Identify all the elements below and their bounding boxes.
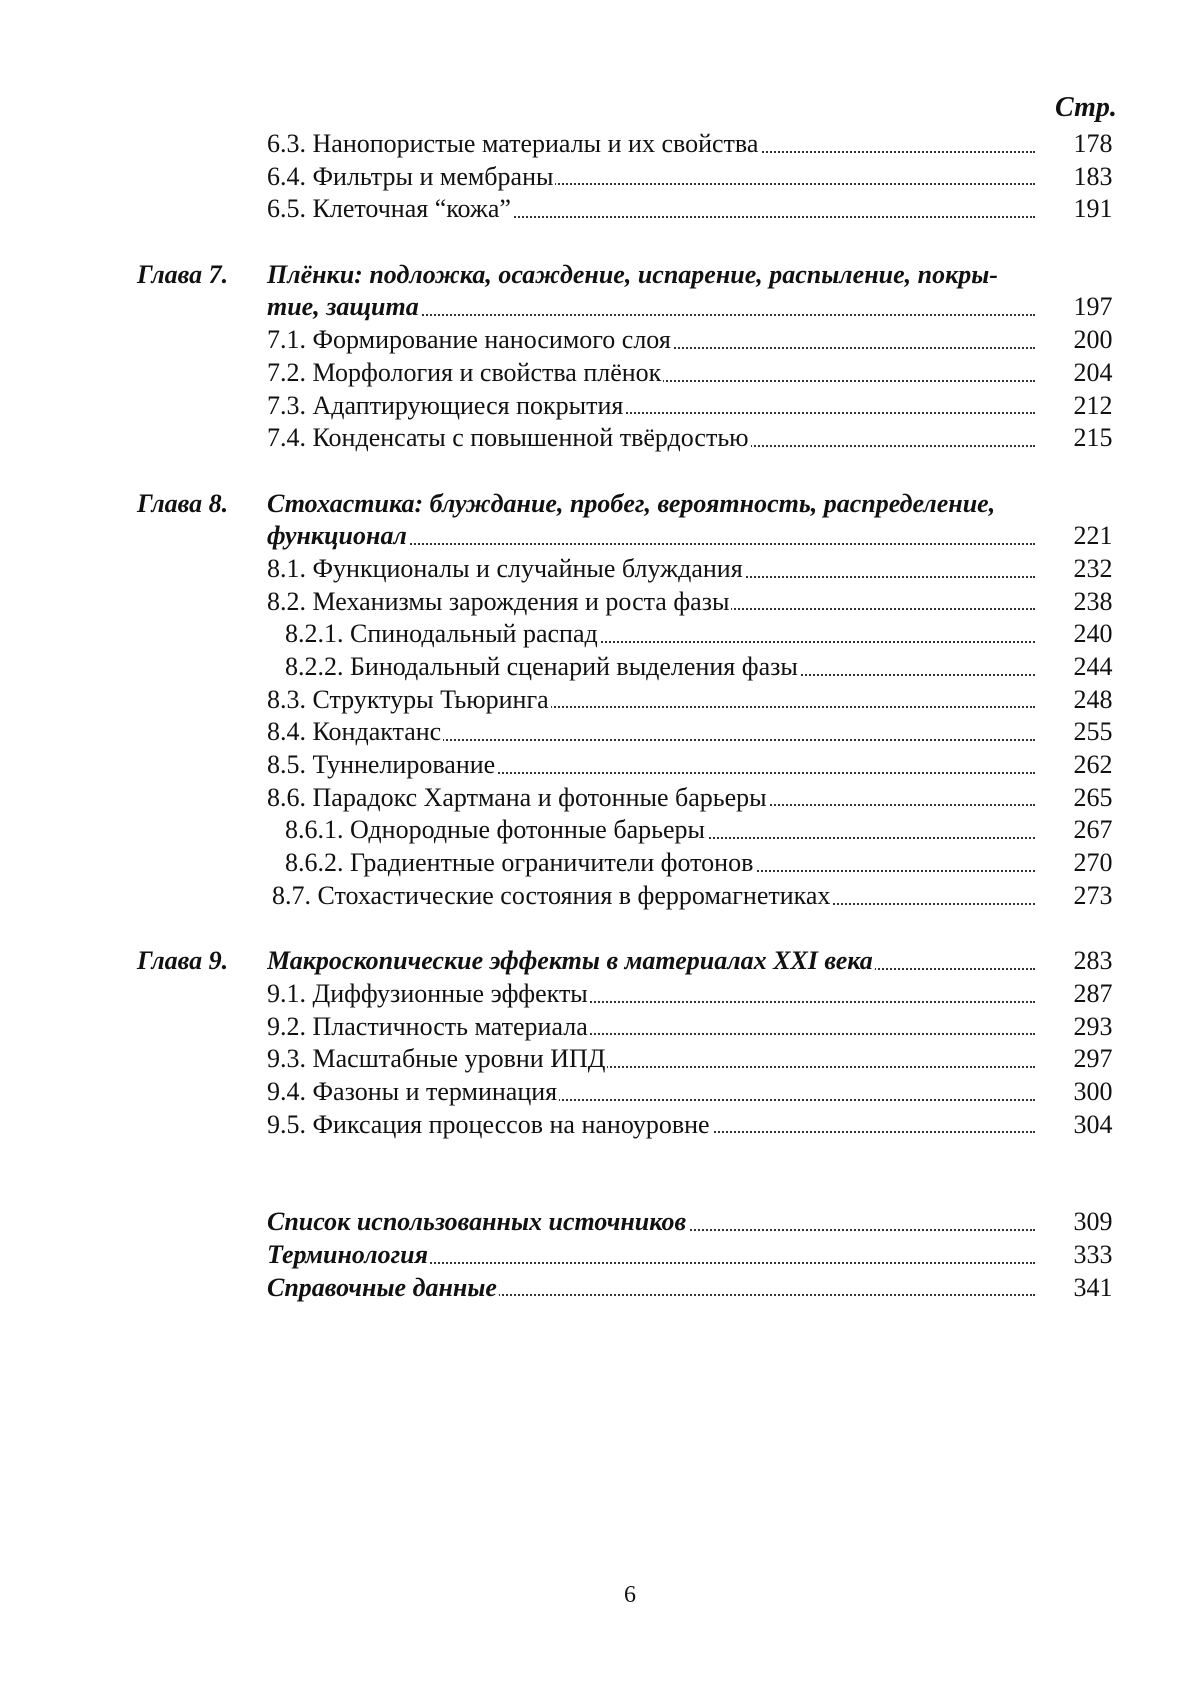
toc-page-number: 309 xyxy=(1073,1207,1113,1237)
toc-entry-text xyxy=(267,1109,1035,1142)
toc-entry-title: 8.6. Парадокс Хартмана и фотонные барьеры xyxy=(267,782,767,812)
toc-entry[interactable] xyxy=(0,586,1200,619)
toc-entry-text xyxy=(267,1272,1035,1305)
toc-entry-text xyxy=(267,324,1035,357)
toc-entry[interactable] xyxy=(0,553,1200,586)
toc-entry-title: 7.1. Формирование наносимого слоя xyxy=(267,325,671,355)
toc-entry-title: 9.5. Фиксация процессов на наноуровне xyxy=(267,1109,710,1139)
toc-entry-title: 8.1. Функционалы и случайные блуждания xyxy=(267,553,743,583)
toc-entry-text xyxy=(267,291,1035,324)
toc-entry-title: 7.2. Морфология и свойства плёнок xyxy=(267,357,662,387)
toc-spacer xyxy=(0,455,1200,488)
toc-entry[interactable] xyxy=(0,161,1200,194)
toc-entry-text xyxy=(267,553,1035,586)
toc-entry[interactable] xyxy=(0,716,1200,749)
toc-entry-title: 9.1. Диффузионные эффекты xyxy=(267,978,588,1008)
toc-entry[interactable] xyxy=(0,520,1200,553)
toc-entry[interactable] xyxy=(0,128,1200,161)
toc-entry-title: 6.5. Клеточная “кожа” xyxy=(267,194,511,224)
chapter-label: Глава 7. xyxy=(137,259,229,289)
toc-page-number: 333 xyxy=(1073,1240,1113,1269)
toc-entry-text xyxy=(267,1076,1035,1109)
toc-entry-text xyxy=(267,1043,1035,1076)
toc-entry-text xyxy=(267,978,1035,1011)
toc-entry-text xyxy=(267,390,1035,423)
toc-entry-title: тие, защита xyxy=(267,292,419,322)
toc-page-number: 212 xyxy=(1073,390,1113,420)
toc-entry-text xyxy=(267,422,1035,455)
chapter-label: Глава 8. xyxy=(137,488,229,518)
chapter-label: Глава 9. xyxy=(137,946,229,976)
toc-page-number: 255 xyxy=(1073,717,1113,747)
toc-entry[interactable] xyxy=(0,1043,1200,1076)
toc-entry-text xyxy=(267,716,1035,749)
toc-entry-title: 8.2.2. Бинодальный сценарий выделения фазы xyxy=(285,652,798,681)
toc-entry[interactable] xyxy=(0,847,1200,880)
toc-entry-text xyxy=(267,782,1035,815)
toc-entry[interactable] xyxy=(0,749,1200,782)
toc-entry[interactable] xyxy=(0,324,1200,357)
toc-entry-text xyxy=(267,193,1035,226)
toc-entry-text xyxy=(267,161,1035,194)
toc-page-number: 273 xyxy=(1073,880,1113,910)
toc-entry-text xyxy=(267,945,1035,978)
toc-entry-title: 8.3. Структуры Тьюринга xyxy=(267,684,549,714)
toc-entry[interactable] xyxy=(0,357,1200,390)
toc-entry-title: 6.4. Фильтры и мембраны xyxy=(267,161,554,191)
toc-entry-text xyxy=(285,651,1035,684)
toc-page-number: 197 xyxy=(1073,292,1113,322)
toc-entry[interactable] xyxy=(0,259,1200,292)
toc-entry[interactable] xyxy=(0,390,1200,423)
toc-entry[interactable] xyxy=(0,684,1200,717)
toc-page-number: 178 xyxy=(1073,129,1113,158)
toc-page-number: 262 xyxy=(1073,750,1113,780)
toc-entry-text xyxy=(267,684,1035,717)
toc-page-number: 270 xyxy=(1073,848,1113,878)
toc-page-number: 232 xyxy=(1073,553,1113,583)
toc-page-number: 300 xyxy=(1073,1076,1113,1106)
toc-entry-title: 9.4. Фазоны и терминация xyxy=(267,1076,558,1106)
toc-entry-title: 8.6.1. Однородные фотонные барьеры xyxy=(285,815,705,845)
toc-entry[interactable] xyxy=(0,1011,1200,1044)
toc-page-number: 240 xyxy=(1073,619,1113,649)
toc-entry-text xyxy=(267,1206,1035,1239)
toc-entry-title: 8.2. Механизмы зарождения и роста фазы xyxy=(267,586,730,616)
toc-spacer xyxy=(0,1141,1200,1206)
toc-entry[interactable] xyxy=(0,1239,1200,1272)
table-of-contents xyxy=(0,128,1200,1304)
toc-entry[interactable] xyxy=(0,1206,1200,1239)
toc-page-number: 265 xyxy=(1073,782,1113,812)
toc-entry-text xyxy=(267,1011,1035,1044)
toc-page-number: 248 xyxy=(1073,684,1113,714)
toc-entry-text xyxy=(267,128,1035,161)
toc-entry[interactable] xyxy=(0,814,1200,847)
toc-entry[interactable] xyxy=(0,618,1200,651)
toc-entry-title: Справочные данные xyxy=(267,1272,497,1302)
toc-page-number: 293 xyxy=(1073,1011,1113,1041)
toc-entry-title: 8.4. Кондактанс xyxy=(267,717,442,747)
toc-entry-text xyxy=(267,259,1035,292)
toc-entry-title: Список использованных источников xyxy=(267,1207,687,1237)
toc-entry-text xyxy=(267,357,1035,390)
toc-page-number: 204 xyxy=(1073,357,1113,387)
toc-page-number: 244 xyxy=(1073,652,1113,681)
toc-entry[interactable] xyxy=(0,1272,1200,1305)
toc-entry-title: функционал xyxy=(267,521,407,551)
toc-entry-text xyxy=(267,1239,1035,1272)
toc-page-number: 183 xyxy=(1073,161,1113,191)
toc-entry-title: 8.7. Стохастические состояния в ферромагнетиках xyxy=(272,880,831,910)
page-column-label: Стр. xyxy=(1055,92,1117,123)
toc-entry[interactable] xyxy=(0,782,1200,815)
toc-entry[interactable] xyxy=(0,488,1200,521)
toc-entry-title: Стохастика: блуждание, пробег, вероятность, распределение, xyxy=(267,488,996,518)
toc-entry-title: 8.6.2. Градиентные ограничители фотонов xyxy=(285,848,754,878)
toc-page-number: 200 xyxy=(1073,325,1113,355)
toc-entry-text xyxy=(272,880,1035,913)
toc-spacer xyxy=(0,913,1200,946)
toc-entry[interactable] xyxy=(0,1109,1200,1142)
toc-entry-text xyxy=(285,618,1035,651)
toc-entry-text xyxy=(267,520,1035,553)
toc-entry-text xyxy=(267,586,1035,619)
toc-entry-text xyxy=(285,847,1035,880)
toc-entry[interactable] xyxy=(0,880,1200,913)
toc-entry-text xyxy=(267,749,1035,782)
toc-entry-title: 8.2.1. Спинодальный распад xyxy=(285,619,598,649)
toc-entry-title: Макроскопические эффекты в материалах XXI века xyxy=(267,946,873,976)
toc-entry-title: 7.4. Конденсаты с повышенной твёрдостью xyxy=(267,423,749,453)
toc-entry[interactable] xyxy=(0,1076,1200,1109)
toc-entry[interactable] xyxy=(0,978,1200,1011)
toc-page-number: 341 xyxy=(1073,1272,1113,1302)
toc-entry[interactable] xyxy=(0,945,1200,978)
toc-entry[interactable] xyxy=(0,193,1200,226)
toc-entry-title: 8.5. Туннелирование xyxy=(267,750,496,780)
toc-page-number: 287 xyxy=(1073,978,1113,1008)
toc-entry-title: Терминология xyxy=(267,1240,429,1269)
toc-page-number: 221 xyxy=(1073,521,1113,551)
toc-entry[interactable] xyxy=(0,291,1200,324)
toc-entry-title: 9.2. Пластичность материала xyxy=(267,1011,588,1041)
toc-page-number: 191 xyxy=(1073,194,1113,224)
toc-spacer xyxy=(0,226,1200,259)
toc-entry[interactable] xyxy=(0,422,1200,455)
toc-entry-title: 9.3. Масштабные уровни ИПД xyxy=(267,1044,606,1074)
toc-page-number: 283 xyxy=(1073,946,1113,976)
toc-entry[interactable] xyxy=(0,651,1200,684)
toc-entry-title: 6.3. Нанопористые материалы и их свойства xyxy=(267,129,759,158)
toc-page-number: 238 xyxy=(1073,586,1113,616)
toc-page-number: 215 xyxy=(1073,423,1113,453)
toc-page-number: 297 xyxy=(1073,1044,1113,1074)
toc-entry-title: 7.3. Адаптирующиеся покрытия xyxy=(267,390,624,420)
toc-entry-text xyxy=(285,814,1035,847)
toc-page-number: 267 xyxy=(1073,815,1113,845)
toc-page-number: 304 xyxy=(1073,1109,1113,1139)
toc-entry-text xyxy=(267,488,1035,521)
toc-entry-title: Плёнки: подложка, осаждение, испарение, распыление, покры- xyxy=(267,259,998,289)
page-number: 6 xyxy=(624,1582,636,1608)
